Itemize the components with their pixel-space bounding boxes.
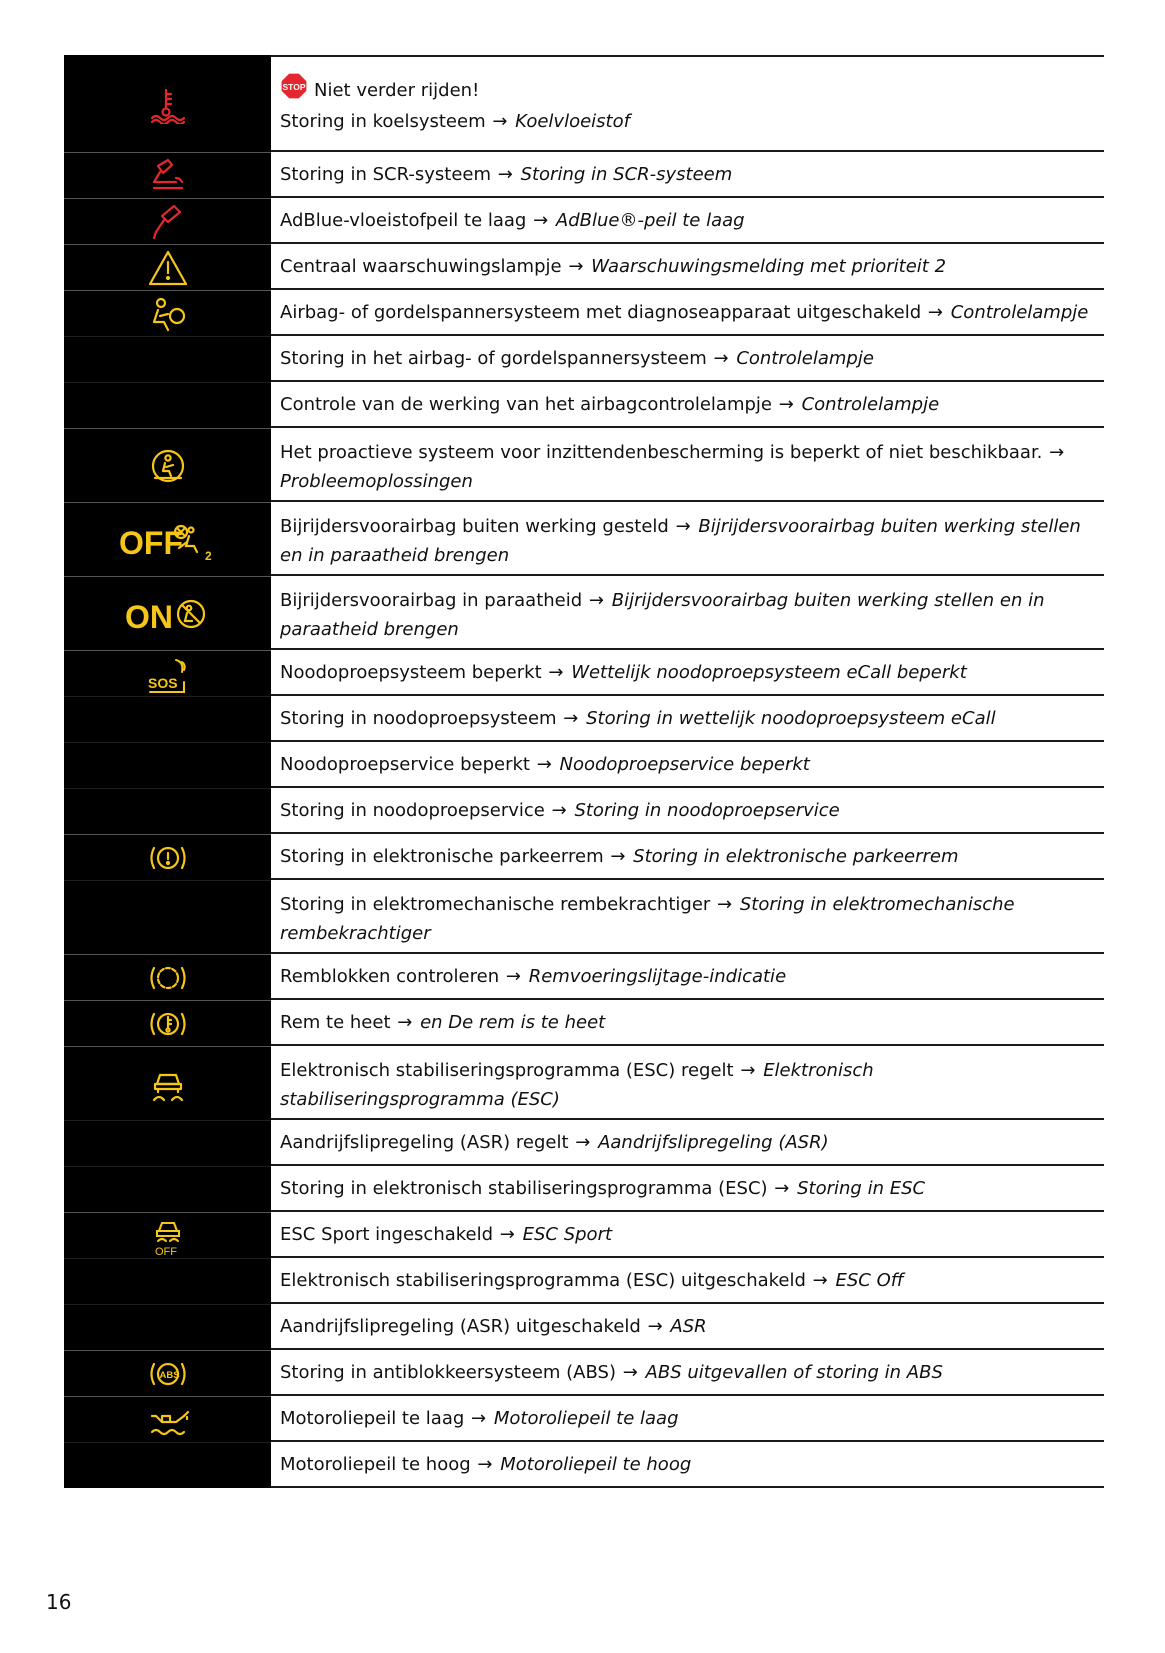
- description-cell: [271, 1000, 1104, 1046]
- reference-arrow-icon: →: [499, 1223, 515, 1245]
- row-text: Storing in noodoproepsysteem: [280, 707, 557, 729]
- reference-arrow-icon: →: [505, 965, 521, 987]
- icon-cell: [64, 1000, 271, 1046]
- table-row: [64, 788, 1104, 834]
- coolant-temperature-icon: [146, 84, 190, 124]
- svg-text:2: 2: [204, 548, 212, 562]
- reference-arrow-icon: →: [717, 894, 733, 915]
- cross-reference-link[interactable]: AdBlue®-peil te laag: [555, 209, 745, 231]
- table-row: [64, 1046, 1104, 1120]
- cross-reference-link[interactable]: Probleemoplossingen: [280, 471, 473, 492]
- table-row: [64, 152, 1104, 198]
- cross-reference-link[interactable]: Waarschuwingsmelding met prioriteit 2: [591, 255, 947, 277]
- icon-cell: [64, 1258, 271, 1304]
- cross-reference-link[interactable]: Controlelampje: [801, 393, 940, 415]
- cross-reference-link[interactable]: Storing in noodoproepservice: [574, 799, 840, 821]
- sos-emergency-call-icon: [146, 654, 190, 694]
- icon-cell: [64, 696, 271, 742]
- icon-cell: [64, 1396, 271, 1442]
- icon-cell: [64, 290, 271, 336]
- passenger-airbag-off-icon: [119, 518, 217, 562]
- cross-reference-link[interactable]: Koelvloeistof: [515, 110, 630, 132]
- icon-cell: [64, 1350, 271, 1396]
- reference-arrow-icon: →: [536, 753, 552, 775]
- icon-cell: [64, 880, 271, 954]
- table-row: [64, 1212, 1104, 1258]
- reference-arrow-icon: →: [551, 799, 567, 821]
- description-cell: [271, 290, 1104, 336]
- table-row: [64, 1258, 1104, 1304]
- reference-arrow-icon: →: [713, 347, 729, 369]
- table-row: [64, 428, 1104, 502]
- cross-reference-link[interactable]: ABS uitgevallen of storing in ABS: [645, 1361, 943, 1383]
- icon-cell: [64, 382, 271, 428]
- table-row: [64, 1120, 1104, 1166]
- reference-arrow-icon: →: [397, 1011, 413, 1033]
- description-cell: [271, 1212, 1104, 1258]
- svg-text:ON: ON: [124, 598, 173, 634]
- reference-arrow-icon: →: [740, 1060, 756, 1081]
- reference-arrow-icon: →: [610, 845, 626, 867]
- row-text: AdBlue-vloeistofpeil te laag: [280, 209, 527, 231]
- icon-cell: [64, 954, 271, 1000]
- reference-arrow-icon: →: [1049, 442, 1065, 463]
- warning-triangle-icon: [146, 248, 190, 288]
- row-text: Elektronisch stabiliseringsprogramma (ESC) regelt: [280, 1060, 734, 1081]
- table-row: [64, 1304, 1104, 1350]
- row-text: Noodoproepsysteem beperkt: [280, 661, 542, 683]
- reference-arrow-icon: →: [548, 661, 564, 683]
- row-text: Storing in koelsysteem: [280, 110, 486, 132]
- table-row: [64, 336, 1104, 382]
- cross-reference-link[interactable]: Storing in wettelijk noodoproepsysteem eCall: [586, 707, 996, 729]
- icon-cell: [64, 576, 271, 650]
- icon-cell: [64, 502, 271, 576]
- icon-cell: [64, 55, 271, 152]
- reference-arrow-icon: →: [492, 110, 508, 132]
- cross-reference-link[interactable]: Motoroliepeil te hoog: [500, 1453, 692, 1475]
- description-cell: [271, 428, 1104, 502]
- svg-text:OFF: OFF: [118, 524, 183, 561]
- cross-reference-link[interactable]: ESC Off: [835, 1269, 904, 1291]
- cross-reference-link[interactable]: Storing in SCR-systeem: [520, 163, 733, 185]
- description-cell: [271, 336, 1104, 382]
- reference-arrow-icon: →: [774, 1177, 790, 1199]
- esc-off-icon: [146, 1215, 190, 1257]
- icon-cell: [64, 1120, 271, 1166]
- reference-arrow-icon: →: [927, 301, 943, 323]
- cross-reference-link[interactable]: Controlelampje: [950, 301, 1089, 323]
- table-row: [64, 290, 1104, 336]
- table-row: [64, 244, 1104, 290]
- icon-cell: [64, 336, 271, 382]
- icon-cell: [64, 742, 271, 788]
- table-row: [64, 198, 1104, 244]
- cross-reference-link[interactable]: Bijrijdersvoorairbag buiten werking stellen en in paraatheid brengen: [280, 590, 1045, 640]
- row-text: Noodoproepservice beperkt: [280, 753, 530, 775]
- row-text: Storing in antiblokkeersysteem (ABS): [280, 1361, 616, 1383]
- svg-text:STOP: STOP: [282, 81, 306, 92]
- page-number: 16: [46, 1590, 72, 1614]
- table-row: [64, 1000, 1104, 1046]
- table-row: [64, 1166, 1104, 1212]
- brake-pad-wear-icon: [146, 958, 190, 998]
- description-cell: [271, 55, 1104, 152]
- description-cell: [271, 198, 1104, 244]
- icon-cell: [64, 244, 271, 290]
- svg-text:ABS: ABS: [159, 1369, 180, 1381]
- table-row: [64, 696, 1104, 742]
- row-text: Aandrijfslipregeling (ASR) uitgeschakeld: [280, 1315, 641, 1337]
- row-text: Motoroliepeil te hoog: [280, 1453, 471, 1475]
- cross-reference-link[interactable]: ESC Sport: [522, 1223, 613, 1245]
- table-row: [64, 55, 1104, 152]
- table-row: [64, 1442, 1104, 1488]
- svg-text:SOS: SOS: [147, 674, 178, 691]
- icon-cell: [64, 1442, 271, 1488]
- icon-cell: [64, 834, 271, 880]
- icon-cell: [64, 152, 271, 198]
- table-row: [64, 502, 1104, 576]
- table-row: [64, 742, 1104, 788]
- cross-reference-link[interactable]: Storing in elektromechanische rembekrachtiger: [280, 894, 1015, 944]
- icon-cell: [64, 428, 271, 502]
- reference-arrow-icon: →: [812, 1269, 828, 1291]
- row-text: Controle van de werking van het airbagcontrolelampje: [280, 393, 772, 415]
- description-cell: [271, 1350, 1104, 1396]
- description-cell: [271, 576, 1104, 650]
- adblue-icon: [146, 202, 190, 242]
- description-cell: [271, 382, 1104, 428]
- row-text: Storing in het airbag- of gordelspannersysteem: [280, 347, 707, 369]
- cross-reference-link[interactable]: Noodoproepservice beperkt: [559, 753, 810, 775]
- description-cell: [271, 502, 1104, 576]
- table-row: [64, 834, 1104, 880]
- icon-cell: [64, 198, 271, 244]
- description-cell: [271, 1304, 1104, 1350]
- passenger-airbag-on-icon: [125, 594, 211, 634]
- cross-reference-link[interactable]: Remvoeringslijtage-indicatie: [528, 965, 787, 987]
- description-cell: [271, 788, 1104, 834]
- row-text: Elektronisch stabiliseringsprogramma (ESC) uitgeschakeld: [280, 1269, 806, 1291]
- row-text: Remblokken controleren: [280, 965, 500, 987]
- description-cell: [271, 650, 1104, 696]
- row-text: Het proactieve systeem voor inzittendenbescherming is beperkt of niet beschikbaar.: [280, 442, 1043, 463]
- description-cell: [271, 1120, 1104, 1166]
- icon-cell: [64, 1212, 271, 1258]
- row-text: Airbag- of gordelspannersysteem met diagnoseapparaat uitgeschakeld: [280, 301, 922, 323]
- description-cell: [271, 834, 1104, 880]
- table-row: [64, 576, 1104, 650]
- row-text: ESC Sport ingeschakeld: [280, 1223, 494, 1245]
- row-text: Storing in elektronische parkeerrem: [280, 845, 604, 867]
- cross-reference-link[interactable]: Storing in ESC: [797, 1177, 926, 1199]
- description-cell: [271, 152, 1104, 198]
- parking-brake-fault-icon: [146, 838, 190, 878]
- cross-reference-link[interactable]: Bijrijdersvoorairbag buiten werking stellen en in paraatheid brengen: [280, 516, 1081, 566]
- cross-reference-link[interactable]: en De rem is te heet: [420, 1011, 606, 1033]
- row-text: Storing in elektromechanische rembekrachtiger: [280, 894, 711, 915]
- icon-cell: [64, 788, 271, 834]
- reference-arrow-icon: →: [588, 590, 604, 611]
- reference-arrow-icon: →: [647, 1315, 663, 1337]
- proactive-occupant-protection-icon: [146, 446, 190, 486]
- row-text: Bijrijdersvoorairbag in paraatheid: [280, 590, 583, 611]
- description-cell: [271, 1046, 1104, 1120]
- table-row: [64, 382, 1104, 428]
- reference-arrow-icon: →: [471, 1407, 487, 1429]
- description-cell: [271, 1396, 1104, 1442]
- table-row: [64, 1396, 1104, 1442]
- row-text: Motoroliepeil te laag: [280, 1407, 465, 1429]
- row-text: Storing in noodoproepservice: [280, 799, 545, 821]
- description-cell: [271, 742, 1104, 788]
- row-text: Centraal waarschuwingslampje: [280, 255, 562, 277]
- table-row: [64, 880, 1104, 954]
- description-cell: [271, 1442, 1104, 1488]
- cross-reference-link[interactable]: Wettelijk noodoproepsysteem eCall beperkt: [571, 661, 967, 683]
- cross-reference-link[interactable]: Motoroliepeil te laag: [493, 1407, 679, 1429]
- description-cell: [271, 880, 1104, 954]
- row-text: Storing in elektronisch stabiliseringsprogramma (ESC): [280, 1177, 768, 1199]
- brake-overheat-icon: [146, 1004, 190, 1044]
- esc-icon: [146, 1064, 190, 1104]
- row-text: Storing in SCR-systeem: [280, 163, 491, 185]
- warning-lamp-table: [64, 55, 1104, 1488]
- row-text: Aandrijfslipregeling (ASR) regelt: [280, 1131, 569, 1153]
- icon-cell: [64, 650, 271, 696]
- reference-arrow-icon: →: [477, 1453, 493, 1475]
- reference-arrow-icon: →: [497, 163, 513, 185]
- row-text: Bijrijdersvoorairbag buiten werking gesteld: [280, 516, 669, 537]
- oil-pressure-icon: [146, 1400, 190, 1440]
- scr-system-icon: [146, 156, 190, 196]
- cross-reference-link[interactable]: Storing in elektronische parkeerrem: [633, 845, 959, 867]
- description-cell: [271, 1166, 1104, 1212]
- cross-reference-link[interactable]: Aandrijfslipregeling (ASR): [598, 1131, 829, 1153]
- reference-arrow-icon: →: [622, 1361, 638, 1383]
- reference-arrow-icon: →: [778, 393, 794, 415]
- icon-cell: [64, 1046, 271, 1120]
- reference-arrow-icon: →: [675, 516, 691, 537]
- cross-reference-link[interactable]: Controlelampje: [736, 347, 874, 369]
- airbag-icon: [146, 294, 190, 334]
- description-cell: [271, 244, 1104, 290]
- icon-cell: [64, 1166, 271, 1212]
- svg-text:OFF: OFF: [154, 1245, 177, 1257]
- stop-warning-text: Niet verder rijden!: [314, 79, 480, 101]
- abs-icon: [146, 1354, 190, 1394]
- cross-reference-link[interactable]: Elektronisch stabiliseringsprogramma (ESC): [280, 1060, 874, 1110]
- table-row: [64, 1350, 1104, 1396]
- reference-arrow-icon: →: [575, 1131, 591, 1153]
- cross-reference-link[interactable]: ASR: [670, 1315, 707, 1337]
- table-row: [64, 954, 1104, 1000]
- description-cell: [271, 954, 1104, 1000]
- reference-arrow-icon: →: [568, 255, 584, 277]
- description-cell: [271, 696, 1104, 742]
- row-text: Rem te heet: [280, 1011, 391, 1033]
- stop-sign-icon: [280, 72, 308, 109]
- description-cell: [271, 1258, 1104, 1304]
- icon-cell: [64, 1304, 271, 1350]
- reference-arrow-icon: →: [563, 707, 579, 729]
- reference-arrow-icon: →: [533, 209, 549, 231]
- table-row: [64, 650, 1104, 696]
